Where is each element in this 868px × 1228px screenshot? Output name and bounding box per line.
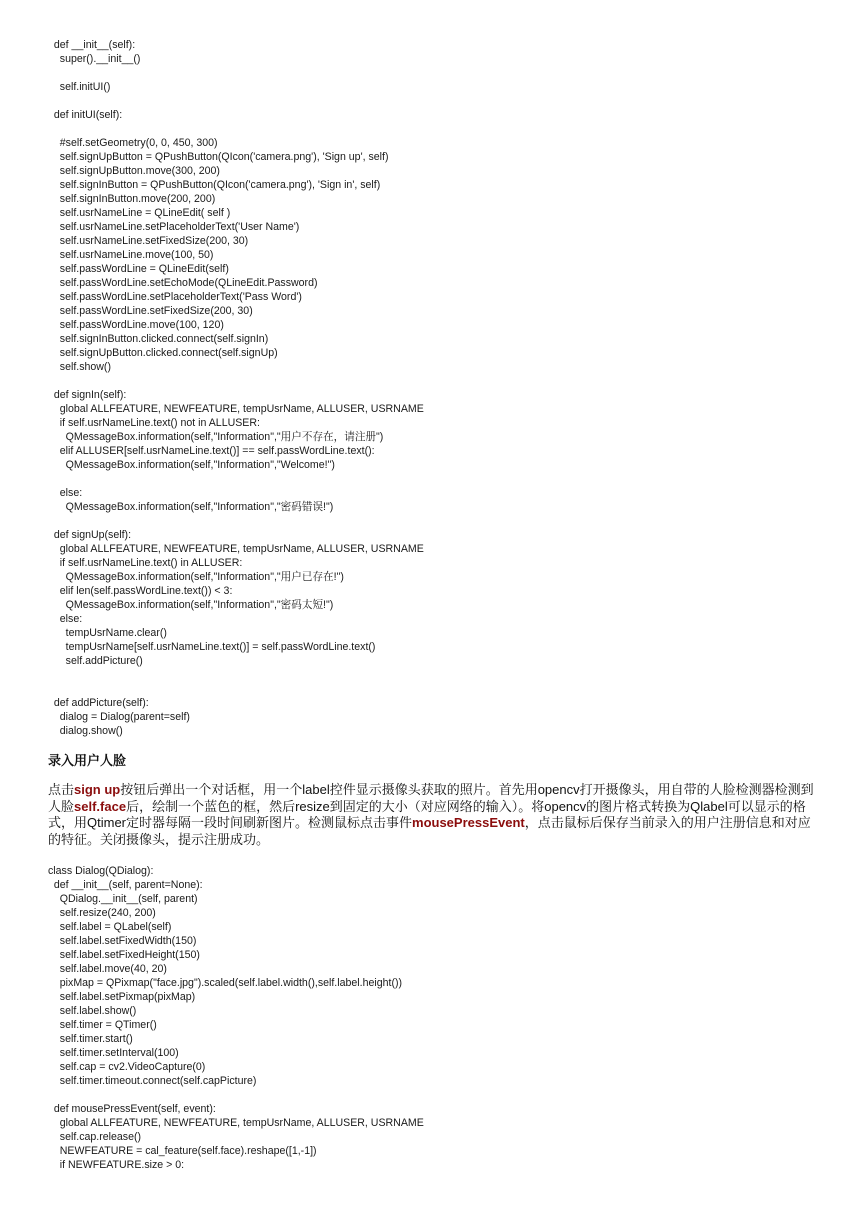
- code-line: QMessageBox.information(self,"Information","Welcome!"): [48, 459, 335, 471]
- code-block-ui-class: [48, 38, 424, 738]
- code-line: class Dialog(QDialog):: [48, 865, 154, 877]
- code-line: self.cap = cv2.VideoCapture(0): [48, 1061, 206, 1073]
- code-line: [48, 1088, 424, 1102]
- code-line: def __init__(self):: [48, 39, 136, 51]
- code-line: self.usrNameLine.setFixedSize(200, 30): [48, 235, 249, 247]
- code-line: self.label.show(): [48, 1005, 137, 1017]
- code-line: QMessageBox.information(self,"Information","密码错误!"): [48, 501, 334, 513]
- code-line: self.timer.start(): [48, 1033, 133, 1045]
- code-line: [48, 514, 424, 528]
- code-line: self.passWordLine.setFixedSize(200, 30): [48, 305, 253, 317]
- code-line: self.initUI(): [48, 81, 111, 93]
- code-line: [48, 94, 424, 108]
- code-line: elif len(self.passWordLine.text()) < 3:: [48, 585, 233, 597]
- code-line: #self.setGeometry(0, 0, 450, 300): [48, 137, 218, 149]
- code-line: self.label = QLabel(self): [48, 921, 172, 933]
- code-line: self.signInButton = QPushButton(QIcon('camera.png'), 'Sign in', self): [48, 179, 381, 191]
- code-line: self.timer.timeout.connect(self.capPicture): [48, 1075, 257, 1087]
- code-line: if NEWFEATURE.size > 0:: [48, 1159, 185, 1171]
- code-line: self.label.setFixedHeight(150): [48, 949, 200, 961]
- code-line: super().__init__(): [48, 53, 141, 65]
- code-line: self.label.setFixedWidth(150): [48, 935, 197, 947]
- code-line: elif ALLUSER[self.usrNameLine.text()] == self.passWordLine.text():: [48, 445, 375, 457]
- code-line: if self.usrNameLine.text() in ALLUSER:: [48, 557, 243, 569]
- code-line: self.signUpButton = QPushButton(QIcon('camera.png'), 'Sign up', self): [48, 151, 389, 163]
- code-line: global ALLFEATURE, NEWFEATURE, tempUsrName, ALLUSER, USRNAME: [48, 1117, 424, 1129]
- code-line: self.passWordLine.setEchoMode(QLineEdit.Password): [48, 277, 318, 289]
- paragraph-text: 后，绘制一个蓝色的框，然后resize到固定的大小（对应网络的输入）。将opencv的图片格式转换为Qlabel可以显示的格式，用Qtimer定时器每隔一段时间刷新图片。检测鼠标点击事件: [48, 798, 806, 831]
- code-block-dialog-class: [48, 864, 424, 1172]
- code-line: NEWFEATURE = cal_feature(self.face).reshape([1,-1]): [48, 1145, 317, 1157]
- code-line: def initUI(self):: [48, 109, 123, 121]
- code-line: else:: [48, 487, 83, 499]
- code-line: self.cap.release(): [48, 1131, 142, 1143]
- code-line: self.label.move(40, 20): [48, 963, 167, 975]
- code-line: [48, 472, 424, 486]
- code-line: [48, 66, 424, 80]
- paragraph-text: ，点击鼠标后保存当前录入的用户注册信息和对应的特征。关闭摄像头，提示注册成功。: [48, 815, 811, 848]
- code-line: self.signInButton.move(200, 200): [48, 193, 216, 205]
- code-line: self.passWordLine.setPlaceholderText('Pass Word'): [48, 291, 302, 303]
- code-line: self.signUpButton.move(300, 200): [48, 165, 220, 177]
- code-line: self.passWordLine = QLineEdit(self): [48, 263, 229, 275]
- code-line: dialog.show(): [48, 725, 123, 737]
- code-line: dialog = Dialog(parent=self): [48, 711, 190, 723]
- code-line: [48, 122, 424, 136]
- code-line: self.passWordLine.move(100, 120): [48, 319, 224, 331]
- code-line: global ALLFEATURE, NEWFEATURE, tempUsrName, ALLUSER, USRNAME: [48, 403, 424, 415]
- paragraph-text: 点击: [48, 782, 75, 797]
- code-line: def __init__(self, parent=None):: [48, 879, 203, 891]
- code-line: self.label.setPixmap(pixMap): [48, 991, 196, 1003]
- description-paragraph: [48, 782, 823, 849]
- paragraph-text: 按钮后弹出一个对话框，用一个label控件显示摄像头获取的照片。首先用opencv打开摄像头，用自带的人脸检测器检测到人脸: [48, 782, 814, 814]
- code-line: if self.usrNameLine.text() not in ALLUSER:: [48, 417, 260, 429]
- code-line: self.signInButton.clicked.connect(self.signIn): [48, 333, 269, 345]
- code-line: def addPicture(self):: [48, 697, 149, 709]
- code-line: self.timer.setInterval(100): [48, 1047, 179, 1059]
- code-line: tempUsrName[self.usrNameLine.text()] = self.passWordLine.text(): [48, 641, 376, 653]
- code-line: QMessageBox.information(self,"Information","密码太短!"): [48, 599, 334, 611]
- code-line: self.usrNameLine = QLineEdit( self ): [48, 207, 231, 219]
- code-line: tempUsrName.clear(): [48, 627, 167, 639]
- code-line: self.usrNameLine.move(100, 50): [48, 249, 214, 261]
- keyword-sign-up: sign up: [74, 782, 121, 797]
- code-line: QMessageBox.information(self,"Information","用户已存在!"): [48, 571, 344, 583]
- code-line: self.usrNameLine.setPlaceholderText('User Name'): [48, 221, 300, 233]
- code-line: global ALLFEATURE, NEWFEATURE, tempUsrName, ALLUSER, USRNAME: [48, 543, 424, 555]
- code-line: self.timer = QTimer(): [48, 1019, 157, 1031]
- code-line: def mousePressEvent(self, event):: [48, 1103, 216, 1115]
- code-line: else:: [48, 613, 83, 625]
- code-line: self.resize(240, 200): [48, 907, 156, 919]
- code-line: QDialog.__init__(self, parent): [48, 893, 198, 905]
- keyword-self-face: self.face: [74, 798, 127, 814]
- code-line: self.addPicture(): [48, 655, 143, 667]
- code-line: [48, 682, 424, 696]
- code-line: self.show(): [48, 361, 111, 373]
- code-line: [48, 374, 424, 388]
- code-line: def signUp(self):: [48, 529, 132, 541]
- code-line: QMessageBox.information(self,"Information","用户不存在，请注册"): [48, 431, 384, 443]
- code-line: def signIn(self):: [48, 389, 127, 401]
- section-heading: 录入用户人脸: [48, 753, 127, 768]
- code-line: [48, 668, 424, 682]
- keyword-mouse-press-event: mousePressEvent: [412, 815, 525, 831]
- code-line: pixMap = QPixmap("face.jpg").scaled(self.label.width(),self.label.height()): [48, 977, 403, 989]
- code-line: self.signUpButton.clicked.connect(self.signUp): [48, 347, 278, 359]
